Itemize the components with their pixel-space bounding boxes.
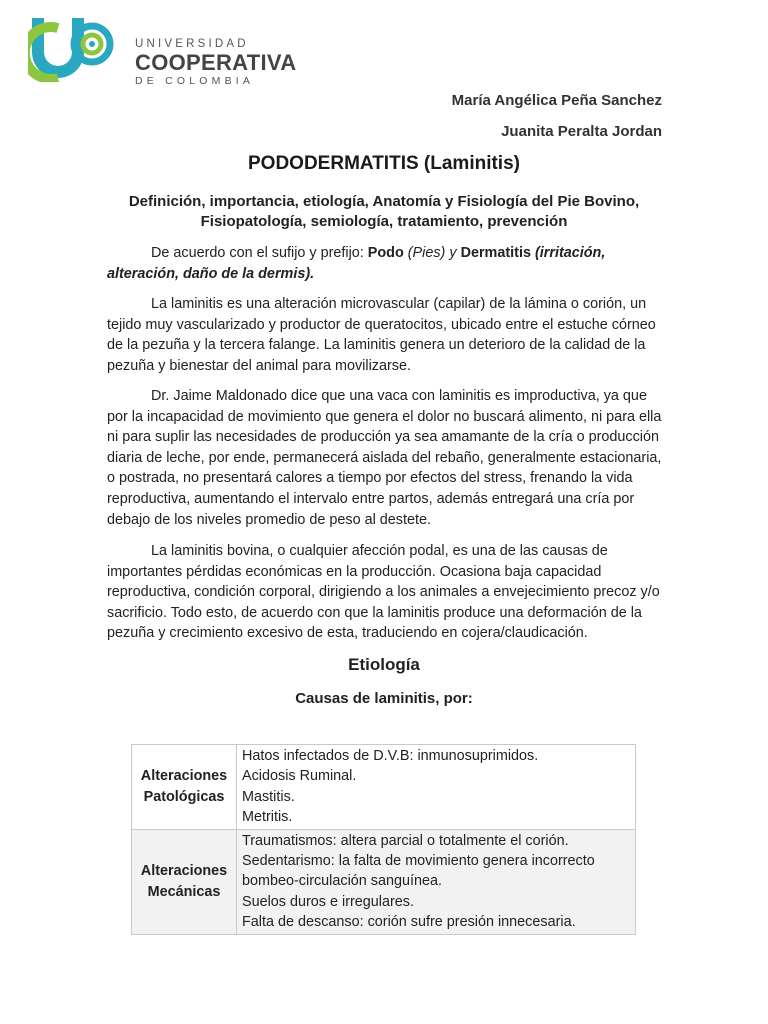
table-items bbox=[237, 829, 636, 934]
paragraph-1-text: La laminitis es una alteración microvascular (capilar) de la lámina o corión, un tejido muy vascularizado y productor de queratocitos, ubicado entre el estuche córneo de la pezuña y la tercera falange. La laminitis genera un deterioro de la calidad de la pezuña y bienestar del animal para movilizarse. bbox=[107, 296, 656, 374]
intro-text: De acuerdo con el sufijo y prefijo: bbox=[151, 245, 368, 261]
intro-pies: (Pies) bbox=[407, 245, 446, 261]
causes-table bbox=[131, 744, 636, 935]
table-row bbox=[132, 745, 636, 830]
author-2: Juanita Peralta Jordan bbox=[501, 123, 662, 140]
intro-y: y bbox=[449, 245, 457, 261]
paragraph-1 bbox=[107, 294, 662, 376]
list-item: Metritis. bbox=[242, 809, 293, 826]
intro-podo: Podo bbox=[367, 245, 404, 261]
paragraph-3 bbox=[107, 541, 662, 644]
list-item: Hatos infectados de D.V.B: inmunosuprimidos. bbox=[242, 748, 539, 764]
table-category: Alteraciones Patológicas bbox=[132, 745, 237, 830]
intro-definition: (irritación, alteración, daño de la dermis). bbox=[107, 245, 606, 282]
document-title: PODODERMATITIS (Laminitis) bbox=[248, 153, 520, 174]
list-item: Mastitis. bbox=[242, 788, 295, 805]
uc-logo-icon bbox=[28, 16, 128, 82]
university-logo bbox=[28, 16, 297, 87]
section-subtitle-causas: Causas de laminitis, por: bbox=[295, 690, 473, 707]
section-title-etiologia: Etiología bbox=[348, 655, 420, 674]
paragraph-2-text: Dr. Jaime Maldonado dice que una vaca con laminitis es improductiva, ya que por la incapacidad de movimiento que genera el dolor no buscará alimento, ni para ella ni para suplir las necesidades de producción ya sea amamante de la cría o producción diaria de leche, por ende, permanecerá aislada del rebaño, generalmente estacionaria, o postrada, no presentará calores a tiempo por efectos del stress, frenando la vida reproductiva, aumentando el intervalo entre partos, además entregará una cría por debajo de los niveles promedio de peso al destete. bbox=[107, 388, 662, 528]
logo-wordmark bbox=[135, 38, 297, 87]
intro-paragraph bbox=[107, 243, 662, 284]
table-row bbox=[132, 829, 636, 934]
logo-line-colombia: DE COLOMBIA bbox=[135, 75, 255, 87]
list-item: Suelos duros e irregulares. bbox=[242, 893, 414, 910]
list-item: Falta de descanso: corión sufre presión innecesaria. bbox=[242, 914, 576, 931]
intro-dermatitis: Dermatitis bbox=[460, 245, 531, 261]
logo-line-cooperativa: COOPERATIVA bbox=[135, 50, 297, 75]
list-item: Acidosis Ruminal. bbox=[242, 768, 357, 785]
paragraph-3-text: La laminitis bovina, o cualquier afección podal, es una de las causas de importantes pérdidas económicas en la producción. Ocasiona baja capacidad reproductiva, condición corporal, dirigiendo a los animales a envejecimiento precoz y/o sacrificio. Todo esto, de acuerdo con que la laminitis produce una deformación de la pezuña y crecimiento excesivo de esta, traduciendo en cojera/claudicación. bbox=[107, 543, 660, 642]
list-item: Sedentarismo: la falta de movimiento genera incorrecto bombeo-circulación sanguínea. bbox=[242, 853, 595, 890]
paragraph-2 bbox=[107, 386, 662, 530]
table-category: Alteraciones Mecánicas bbox=[132, 829, 237, 934]
table-items bbox=[237, 745, 636, 830]
author-1: María Angélica Peña Sanchez bbox=[451, 92, 662, 109]
list-item: Traumatismos: altera parcial o totalmente el corión. bbox=[242, 832, 569, 849]
document-subtitle: Definición, importancia, etiología, Anatomía y Fisiología del Pie Bovino, Fisiopatología, semiología, tratamiento, prevención bbox=[128, 193, 640, 230]
logo-line-universidad: UNIVERSIDAD bbox=[135, 38, 249, 50]
